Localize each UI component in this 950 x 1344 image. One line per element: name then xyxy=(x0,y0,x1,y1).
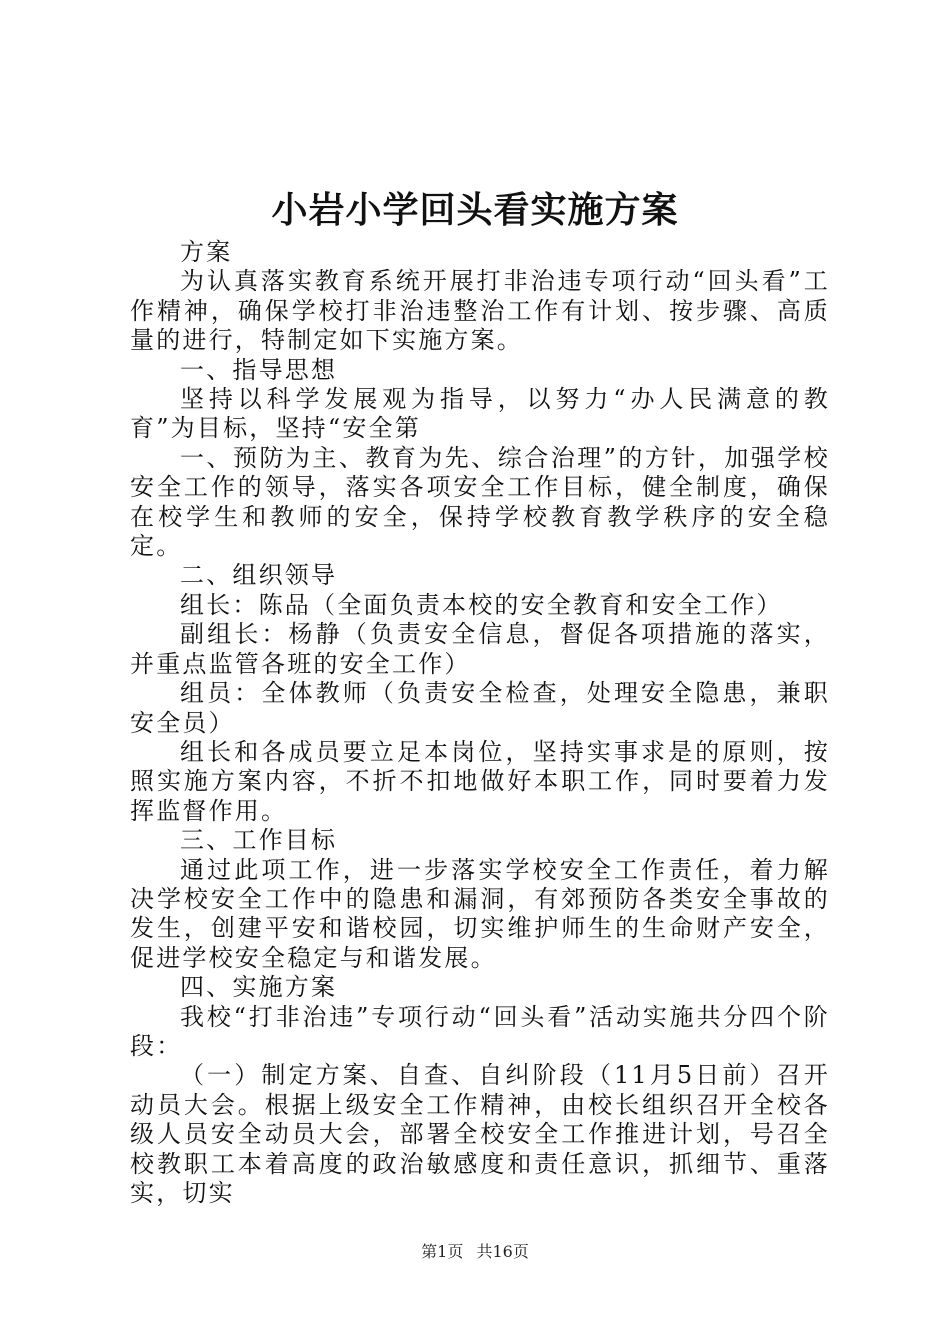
document-title: 小岩小学回头看实施方案 xyxy=(271,189,679,231)
paragraph-leader: 组长：陈品（全面负责本校的安全教育和安全工作） xyxy=(180,590,783,619)
paragraph: （一）制定方案、自查、自纠阶段（11月5日前）召开动员大会。根据上级安全工作精神，由校长组织召开全校各级人员安全动员大会，部署全校安全工作推进计划，号召全校教职工本着高度的政治敏感度和责任意识，抓细节、重落实，切实 xyxy=(130,1061,830,1207)
paragraph-members: 组员：全体教师（负责安全检查，处理安全隐患，兼职安全员） xyxy=(130,679,830,737)
section-heading-organization: 二、组织领导 xyxy=(180,561,338,590)
paragraph: 组长和各成员要立足本岗位，坚持实事求是的原则，按照实施方案内容，不折不扣地做好本职工作，同时要着力发挥监督作用。 xyxy=(130,737,830,825)
document-body xyxy=(130,238,830,1208)
paragraph: 一、预防为主、教育为先、综合治理”的方针，加强学校安全工作的领导，落实各项安全工作目标，健全制度，确保在校学生和教师的安全，保持学校教育教学秩序的安全稳定。 xyxy=(130,443,830,561)
paragraph-deputy-leader: 副组长：杨静（负责安全信息，督促各项措施的落实，并重点监管各班的安全工作） xyxy=(130,620,830,678)
page-footer xyxy=(0,1242,950,1262)
page-number: 第1页 xyxy=(421,1242,464,1261)
paragraph: 坚持以科学发展观为指导，以努力“办人民满意的教育”为目标，坚持“安全第 xyxy=(130,385,830,443)
paragraph: 我校“打非治违”专项行动“回头看”活动实施共分四个阶段： xyxy=(130,1002,830,1060)
section-heading-implementation: 四、实施方案 xyxy=(180,973,338,1002)
section-heading-goals: 三、工作目标 xyxy=(180,826,338,855)
paragraph-heading-plan: 方案 xyxy=(180,238,233,266)
page-total: 共16页 xyxy=(476,1242,529,1261)
section-heading-guiding-ideology: 一、指导思想 xyxy=(180,355,338,384)
paragraph-intro: 为认真落实教育系统开展打非治违专项行动“回头看”工作精神，确保学校打非治违整治工作有计划、按步骤、高质量的进行，特制定如下实施方案。 xyxy=(130,267,830,355)
paragraph: 通过此项工作，进一步落实学校安全工作责任，着力解决学校安全工作中的隐患和漏洞，有郊预防各类安全事故的发生，创建平安和谐校园，切实维护师生的生命财产安全，促进学校安全稳定与和谐发展。 xyxy=(130,855,830,972)
